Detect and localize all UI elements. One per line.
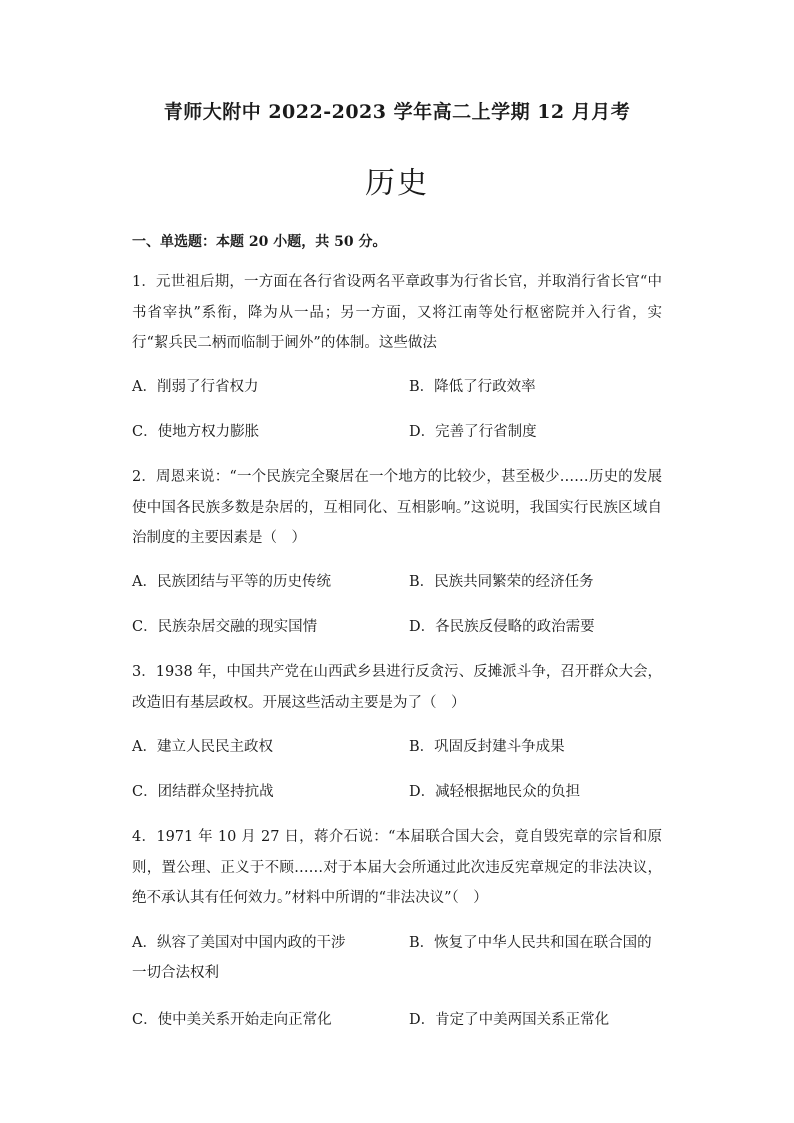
question-1-option-a: A．削弱了行省权力 — [132, 379, 259, 395]
question-4-option-c: C．使中美关系开始走向正常化 — [132, 1012, 332, 1028]
question-4-options-ab — [132, 928, 662, 988]
question-1-option-b: B．降低了行政效率 — [409, 379, 536, 395]
question-2-stem: 2．周恩来说：“一个民族完全聚居在一个地方的比较少，甚至极少……历史的发展使中国各民族多数是杂居的，互相同化、互相影响。”这说明，我国实行民族区域自治制度的主要因素是（ ） — [132, 469, 662, 546]
question-4-option-b: B．恢复了中华人民共和国在联合国的一切合法权利 — [132, 935, 652, 981]
exam-title: 青师大附中 2022-2023 学年高二上学期 12 月月考 — [163, 101, 631, 123]
question-2-option-b: B．民族共同繁荣的经济任务 — [409, 574, 594, 590]
question-3-stem: 3．1938 年，中国共产党在山西武乡县进行反贪污、反摊派斗争，召开群众大会，改造旧有基层政权。开展这些活动主要是为了（ ） — [132, 664, 662, 711]
question-2-option-d: D．各民族反侵略的政治需要 — [409, 619, 595, 635]
question-1-option-d: D．完善了行省制度 — [409, 424, 537, 440]
question-3-option-a: A．建立人民民主政权 — [132, 739, 273, 755]
question-3-option-c: C．团结群众坚持抗战 — [132, 784, 274, 800]
question-2-option-a: A．民族团结与平等的历史传统 — [132, 574, 331, 590]
question-1-option-c: C．使地方权力膨胀 — [132, 424, 260, 440]
question-4-option-d: D．肯定了中美两国关系正常化 — [409, 1012, 610, 1028]
subject-title: 历史 — [365, 166, 429, 201]
question-2-option-c: C．民族杂居交融的现实国情 — [132, 619, 318, 635]
section-heading: 一、单选题：本题 20 小题，共 50 分。 — [132, 234, 387, 250]
question-4-option-a: A．纵容了美国对中国内政的干涉 — [132, 935, 346, 951]
question-4-stem: 4．1971 年 10 月 27 日，蒋介石说：“本届联合国大会，竟自毁宪章的宗旨和原则，置公理、正义于不顾……对于本届大会所通过此次违反宪章规定的非法决议，绝不承认其有任何效力。”材料中所谓的“非法决议”（ ） — [132, 829, 662, 906]
question-1-stem: 1．元世祖后期，一方面在各行省设两名平章政事为行省长官，并取消行省长官“中书省宰执”系衔，降为从一品；另一方面，又将江南等处行枢密院并入行省，实行“絜兵民二柄而临制于阃外”的体制。这些做法 — [132, 274, 662, 351]
question-3-option-b: B．巩固反封建斗争成果 — [409, 739, 565, 755]
question-3-option-d: D．减轻根据地民众的负担 — [409, 784, 581, 800]
